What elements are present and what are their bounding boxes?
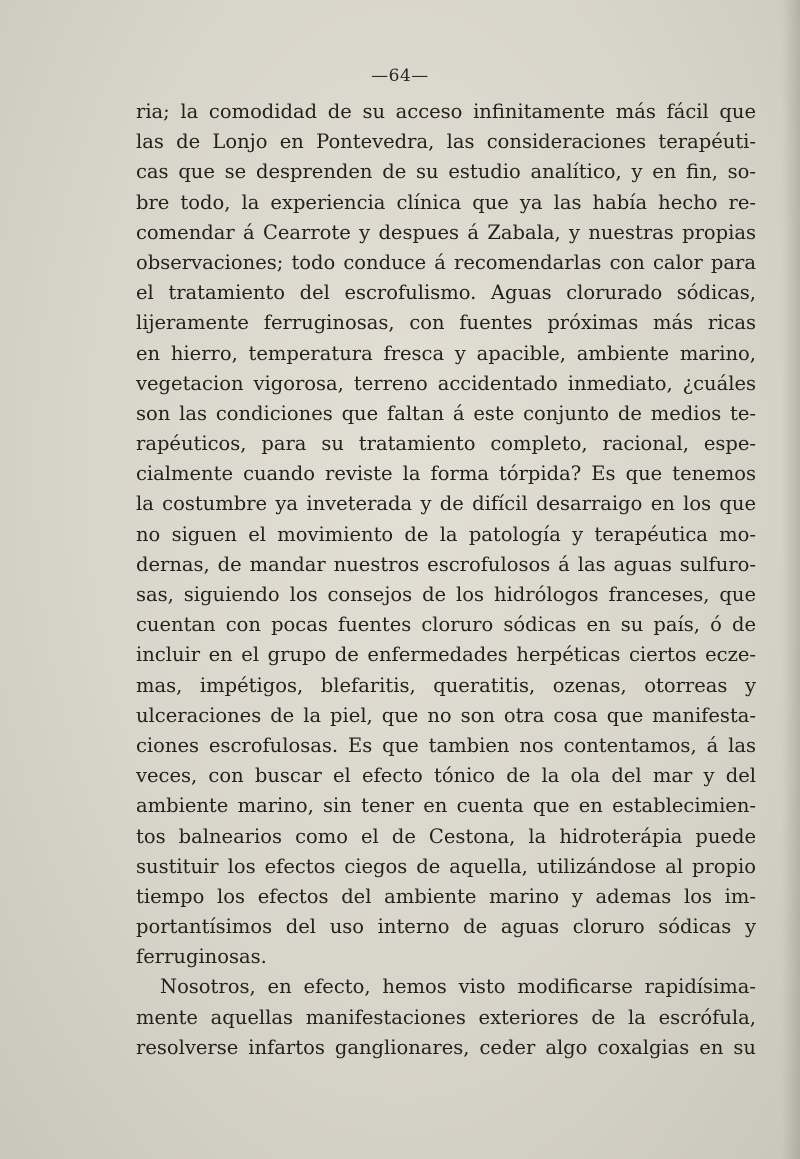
text-line: ambiente marino, sin tener en cuenta que en establecimien- — [136, 794, 756, 818]
text-line: mas, impétigos, blefaritis, queratitis, ozenas, otorreas y — [136, 673, 756, 697]
text-line: la costumbre ya inveterada y de difícil desarraigo en los que — [136, 492, 756, 516]
text-line: las de Lonjo en Pontevedra, las consideraciones terapéuti- — [136, 130, 756, 154]
text-line: mente aquellas manifestaciones exteriores de la escrófula, — [136, 1005, 756, 1029]
text-line: veces, con buscar el efecto tónico de la ola del mar y del — [136, 764, 756, 788]
page-number: —64— — [371, 66, 429, 86]
text-line: el tratamiento del escrofulismo. Aguas clorurado sódicas, — [136, 281, 756, 305]
text-line: ciones escrofulosas. Es que tambien nos contentamos, á las — [136, 733, 756, 757]
text-line: comendar á Cearrote y despues á Zabala, y nuestras propias — [136, 220, 756, 244]
text-line: cas que se desprenden de su estudio analítico, y en fin, so- — [136, 160, 756, 184]
text-line: en hierro, temperatura fresca y apacible, ambiente marino, — [136, 341, 756, 365]
text-line: rapéuticos, para su tratamiento completo, racional, espe- — [136, 432, 756, 456]
text-line: observaciones; todo conduce á recomendarlas con calor para — [136, 250, 756, 274]
text-line: tiempo los efectos del ambiente marino y ademas los im- — [136, 884, 756, 908]
paragraph-end-line: ferruginosas. — [136, 945, 267, 969]
text-line: incluir en el grupo de enfermedades herpéticas ciertos ecze- — [136, 643, 756, 667]
text-line: tos balnearios como el de Cestona, la hidroterápia puede — [136, 824, 756, 848]
text-line: lijeramente ferruginosas, con fuentes próximas más ricas — [136, 311, 756, 335]
text-line: cialmente cuando reviste la forma tórpida? Es que tenemos — [136, 462, 756, 486]
text-line: dernas, de mandar nuestros escrofulosos á las aguas sulfuro- — [136, 552, 756, 576]
paragraph-start-line: Nosotros, en efecto, hemos visto modificarse rapidísima- — [160, 975, 756, 999]
text-line: portantísimos del uso interno de aguas cloruro sódicas y — [136, 915, 756, 939]
text-line: resolverse infartos ganglionares, ceder algo coxalgias en su — [136, 1035, 756, 1059]
body-text — [136, 97, 756, 1063]
text-line: sas, siguiendo los consejos de los hidrólogos franceses, que — [136, 583, 756, 606]
text-line: vegetacion vigorosa, terreno accidentado inmediato, ¿cuáles — [136, 371, 756, 395]
text-line: sustituir los efectos ciegos de aquella, utilizándose al propio — [136, 854, 756, 878]
text-line: son las condiciones que faltan á este conjunto de medios te- — [136, 401, 756, 425]
text-line: no siguen el movimiento de la patología y terapéutica mo- — [136, 522, 756, 546]
text-line: ulceraciones de la piel, que no son otra cosa que manifesta- — [136, 703, 756, 727]
text-line: ria; la comodidad de su acceso infinitamente más fácil que — [136, 100, 756, 123]
text-line: cuentan con pocas fuentes cloruro sódicas en su país, ó de — [136, 613, 756, 637]
text-line: bre todo, la experiencia clínica que ya las había hecho re- — [136, 190, 756, 214]
